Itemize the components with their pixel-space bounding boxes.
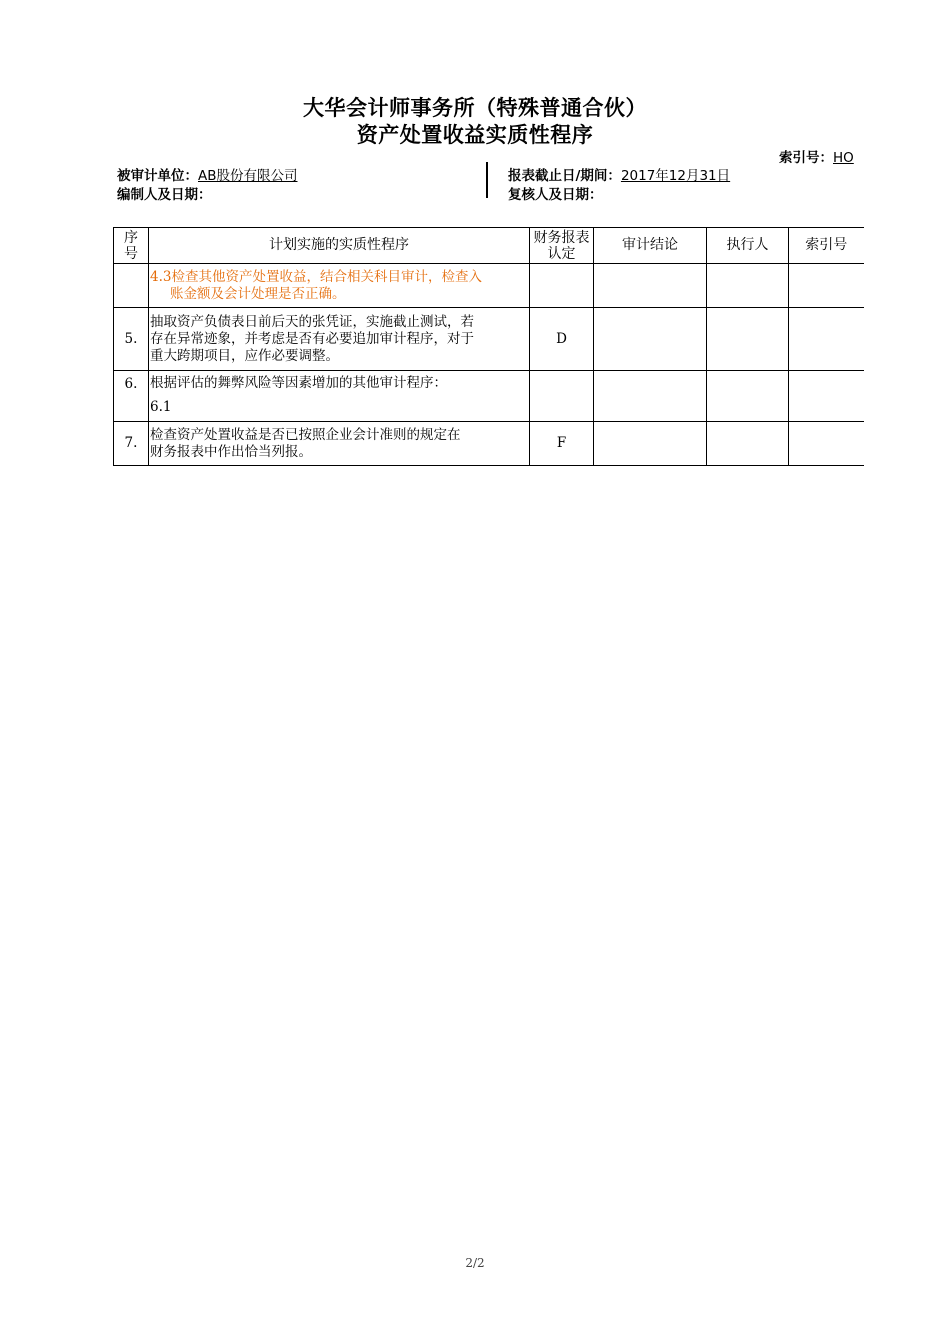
row-performer xyxy=(707,422,789,466)
header-divider xyxy=(486,162,488,198)
row-index xyxy=(789,371,864,422)
procedure-line: 存在异常迹象，并考虑是否有必要追加审计程序，对于 xyxy=(150,330,474,347)
period-label: 报表截止日/期间： xyxy=(508,168,621,184)
header-procedure: 计划实施的实质性程序 xyxy=(149,228,530,264)
reviewer-label: 复核人及日期： xyxy=(508,187,603,203)
page-number: 2/2 xyxy=(465,1256,485,1270)
row-assertion xyxy=(530,264,594,308)
header-conclusion: 审计结论 xyxy=(594,228,707,264)
row-procedure xyxy=(149,371,530,422)
header-index: 索引号 xyxy=(789,228,864,264)
procedure-table xyxy=(113,227,864,466)
row-performer xyxy=(707,308,789,371)
firm-title: 大华会计师事务所（特殊普通合伙） xyxy=(303,96,647,120)
row-index xyxy=(789,308,864,371)
row-seq: 5. xyxy=(114,308,149,371)
header-performer: 执行人 xyxy=(707,228,789,264)
procedure-line: 根据评估的舞弊风险等因素增加的其他审计程序： xyxy=(150,375,447,391)
document-title: 资产处置收益实质性程序 xyxy=(356,123,594,147)
header-seq: 序 号 xyxy=(114,228,149,264)
preparer-label: 编制人及日期： xyxy=(117,187,212,203)
table-row xyxy=(114,371,864,422)
row-index xyxy=(789,264,864,308)
row-assertion: F xyxy=(530,422,594,466)
row-performer xyxy=(707,264,789,308)
table-header-row xyxy=(114,228,864,264)
row-assertion: D xyxy=(530,308,594,371)
table-row xyxy=(114,308,864,371)
procedure-line: 重大跨期项目，应作必要调整。 xyxy=(150,347,339,364)
procedure-line: 账金额及会计处理是否正确。 xyxy=(170,285,346,302)
row-conclusion xyxy=(594,371,707,422)
period-value: 2017年12月31日 xyxy=(620,168,731,184)
row-conclusion xyxy=(594,422,707,466)
row-procedure xyxy=(149,308,530,371)
row-conclusion xyxy=(594,308,707,371)
index-number xyxy=(779,146,854,166)
row-seq: 6. xyxy=(114,371,149,422)
report-period xyxy=(508,164,730,184)
audited-label: 被审计单位： xyxy=(117,168,198,184)
row-seq xyxy=(114,264,149,308)
procedure-line: 6.1 xyxy=(150,399,172,415)
row-procedure xyxy=(149,422,530,466)
row-performer xyxy=(707,371,789,422)
index-label: 索引号： xyxy=(779,150,833,166)
row-index xyxy=(789,422,864,466)
procedure-line: 抽取资产负债表日前后天的张凭证，实施截止测试，若 xyxy=(150,313,474,330)
row-conclusion xyxy=(594,264,707,308)
row-assertion xyxy=(530,371,594,422)
index-value: HO xyxy=(833,150,854,166)
header-assertion: 财务报表 认定 xyxy=(530,228,594,264)
row-seq: 7. xyxy=(114,422,149,466)
row-procedure xyxy=(149,264,530,308)
table-row xyxy=(114,422,864,466)
procedure-line: 4.3检查其他资产处置收益，结合相关科目审计，检查入 xyxy=(150,268,482,285)
procedure-line: 财务报表中作出恰当列报。 xyxy=(150,443,312,460)
audited-entity xyxy=(117,164,298,184)
procedure-line: 检查资产处置收益是否已按照企业会计准则的规定在 xyxy=(150,426,461,443)
table-row xyxy=(114,264,864,308)
audited-value: AB股份有限公司 xyxy=(198,168,298,184)
